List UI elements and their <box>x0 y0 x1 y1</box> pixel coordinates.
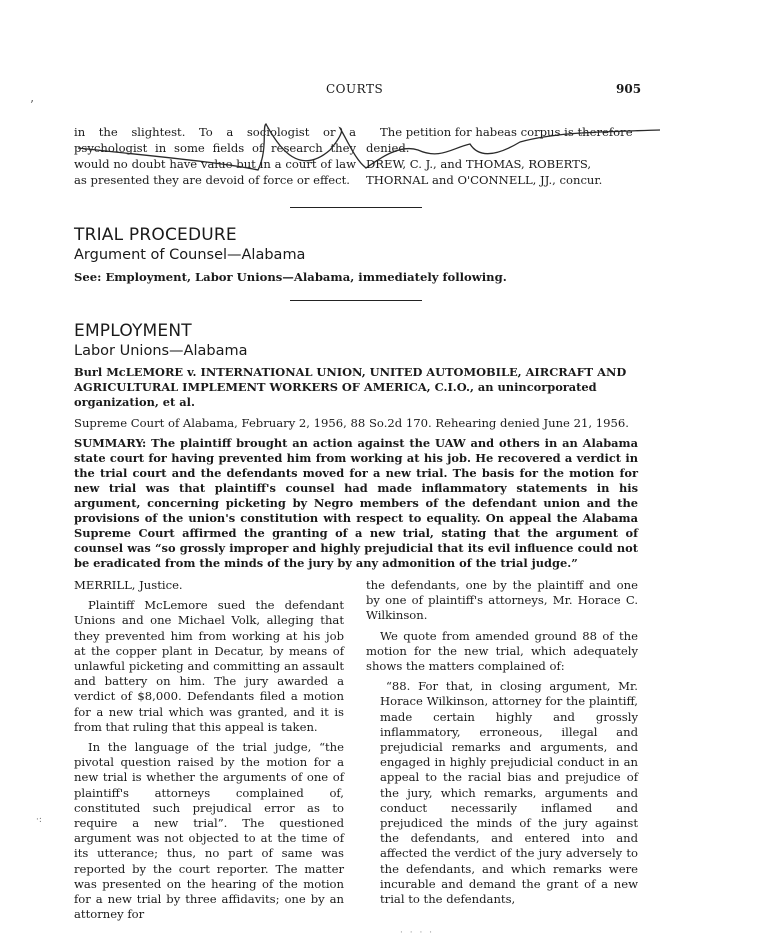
opinion-paragraph: Plaintiff McLemore sued the defendant Unions and one Michael Volk, alleging that they prevented him from working at his job at the copper plant in Decatur, by means of unlawful picketing and committing an assault and battery on him. The jury awarded a verdict of $8,000. Defendants filed a motion for a new trial which was granted, and it is from that ruling that this appeal is taken. <box>74 598 344 734</box>
opinion-column-right <box>366 578 638 907</box>
section-divider <box>290 300 422 301</box>
subsection-title-argument: Argument of Counsel—Alabama <box>74 247 306 263</box>
concurrence: DREW, C. J., and THOMAS, ROBERTS, THORNAL and O'CONNELL, JJ., concur. <box>366 157 603 187</box>
opinion-column-left <box>74 578 344 927</box>
section-divider <box>290 207 422 208</box>
case-citation: Supreme Court of Alabama, February 2, 1956, 88 So.2d 170. Rehearing denied June 21, 1956. <box>74 416 629 430</box>
case-summary: SUMMARY: The plaintiff brought an action against the UAW and others in an Alabama state court for having prevented him from working at his job. He recovered a verdict in the trial court and the defendants moved for a new trial. The basis for the motion for new trial was that plaintiff's counsel had made inflammatory statements in his argument, concerning picketing by Negro members of the defendant union and the provisions of the union's constitution with respect to equality. On appeal the Alabama Supreme Court affirmed the granting of a new trial, stating that the argument of counsel was “so grossly improper and highly prejudicial that its evil influence could not be eradicated from the minds of the jury by any admonition of the trial judge.” <box>74 436 638 570</box>
continued-text-right <box>366 124 638 188</box>
continued-text-left: in the slightest. To a sociologist or a psychologist in some fields of research they would no doubt have value but in a court of law as presented they are devoid of force or effect. <box>74 125 356 187</box>
opinion-paragraph: We quote from amended ground 88 of the motion for the new trial, which adequately shows the matters complained of: <box>366 628 638 674</box>
opinion-paragraph: In the language of the trial judge, “the pivotal question raised by the motion for a new trial is whether the arguments of one of plaintiff's attorneys complained of, constituted such prejudical error as to require a new trial”. The questioned argument was not objected to at the time of its utterance; thus, no part of same was reported by the court reporter. The matter was presented on the hearing of the motion for a new trial by three affidavits; one by an attorney for <box>74 740 344 922</box>
running-title: COURTS <box>326 82 384 96</box>
section-title-trial-procedure: TRIAL PROCEDURE <box>74 225 237 245</box>
bottom-mark: · · · · <box>400 928 435 938</box>
quoted-ground: “88. For that, in closing argument, Mr. Horace Wilkinson, attorney for the plaintiff, made certain highly and grossly inflammatory, erroneous, illegal and prejudicial remarks and arguments, and engaged in highly prejudicial conduct in an appeal to the racial bias and prejudice of the jury, which remarks, arguments and conduct necessarily inflamed and prejudiced the minds of the jury against the defendants, and entered into and affected the verdict of the jury adversely to the defendants, and which remarks were incurable and demand the grant of a new trial to the defendants, <box>380 679 638 907</box>
page-number: 905 <box>616 82 642 96</box>
running-head <box>0 82 763 98</box>
section-title-employment: EMPLOYMENT <box>74 321 192 341</box>
cross-reference-note: See: Employment, Labor Unions—Alabama, immediately following. <box>74 270 507 284</box>
habeas-denial: The petition for habeas corpus is therefore denied. <box>366 125 633 155</box>
margin-mark: ’ <box>30 98 34 112</box>
margin-mark-lower: ·: <box>36 815 42 825</box>
subsection-title-labor-unions: Labor Unions—Alabama <box>74 343 248 359</box>
justice-name: MERRILL, Justice. <box>74 578 183 592</box>
case-caption: Burl McLEMORE v. INTERNATIONAL UNION, UNITED AUTOMOBILE, AIRCRAFT AND AGRICULTURAL IMPLEMENT WORKERS OF AMERICA, C.I.O., an unincorporated organization, et al. <box>74 365 627 409</box>
opinion-paragraph: the defendants, one by the plaintiff and one by one of plaintiff's attorneys, Mr. Horace C. Wilkinson. <box>366 578 638 623</box>
